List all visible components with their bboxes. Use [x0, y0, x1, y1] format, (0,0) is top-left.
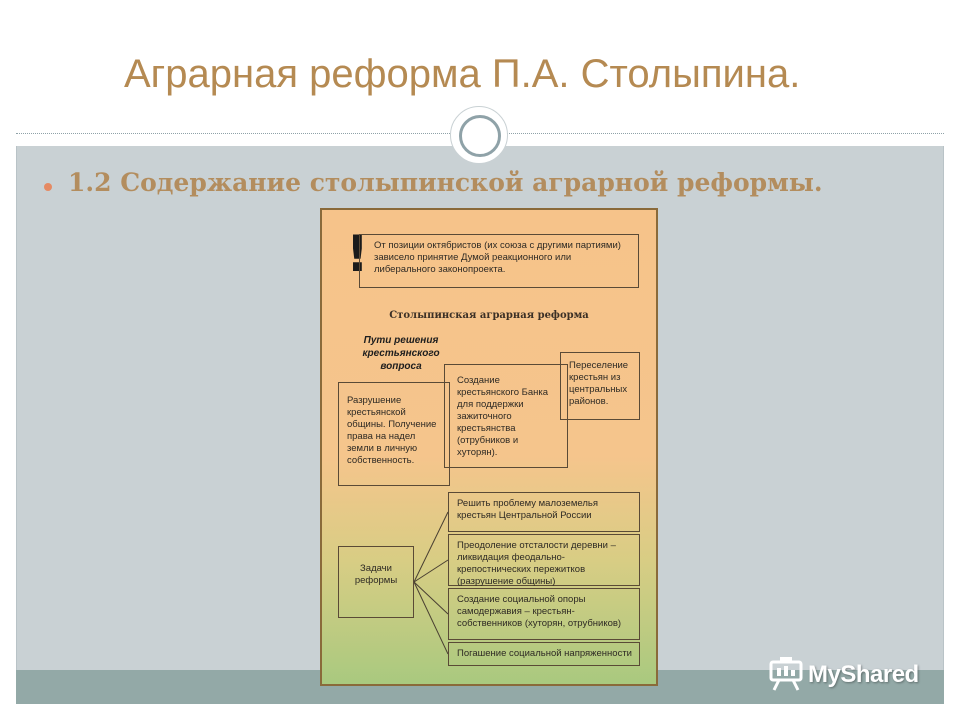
task-box: Погашение социальной напряженности	[448, 642, 640, 666]
way-box-commune: Разрушение крестьянской общины. Получение права на надел земли в личную собственность.	[338, 382, 450, 486]
note-box: От позиции октябристов (их союза с другими партиями) зависело принятие Думой реакционного или либерального законопроекта.	[359, 234, 639, 288]
task-box: Создание социальной опоры самодержавия – крестьян-собственников (хуторян, отрубников)	[448, 588, 640, 640]
ring-ornament	[450, 106, 508, 164]
ways-label: Пути решения крестьянского вопроса	[362, 335, 440, 372]
watermark-logo	[768, 657, 928, 693]
exclamation-icon: !	[346, 225, 369, 283]
presentation-board-icon	[768, 657, 804, 691]
connector-line	[414, 582, 448, 614]
slide-title: Аграрная реформа П.А. Столыпина.	[124, 52, 801, 96]
connector-line	[414, 582, 448, 654]
way-box-resettlement: Переселение крестьян из центральных районов.	[560, 352, 640, 420]
ring-ornament-inner	[459, 115, 501, 157]
task-box: Преодоление отсталости деревни – ликвидация феодально-крепостнических пережитков (разрушение общины)	[448, 534, 640, 586]
bullet-dot	[44, 183, 52, 191]
watermark-text: MyShared	[808, 661, 919, 688]
way-box-bank: Создание крестьянского Банка для поддержки зажиточного крестьянства (отрубников и хуторян).	[444, 364, 568, 468]
task-box: Решить проблему малоземелья крестьян Центральной России	[448, 492, 640, 532]
diagram-title: Столыпинская аграрная реформа	[389, 310, 589, 321]
slide-subtitle: 1.2 Содержание столыпинской аграрной реформы.	[68, 168, 823, 197]
tasks-label-box: Задачи реформы	[338, 546, 414, 618]
reform-diagram	[320, 208, 658, 686]
